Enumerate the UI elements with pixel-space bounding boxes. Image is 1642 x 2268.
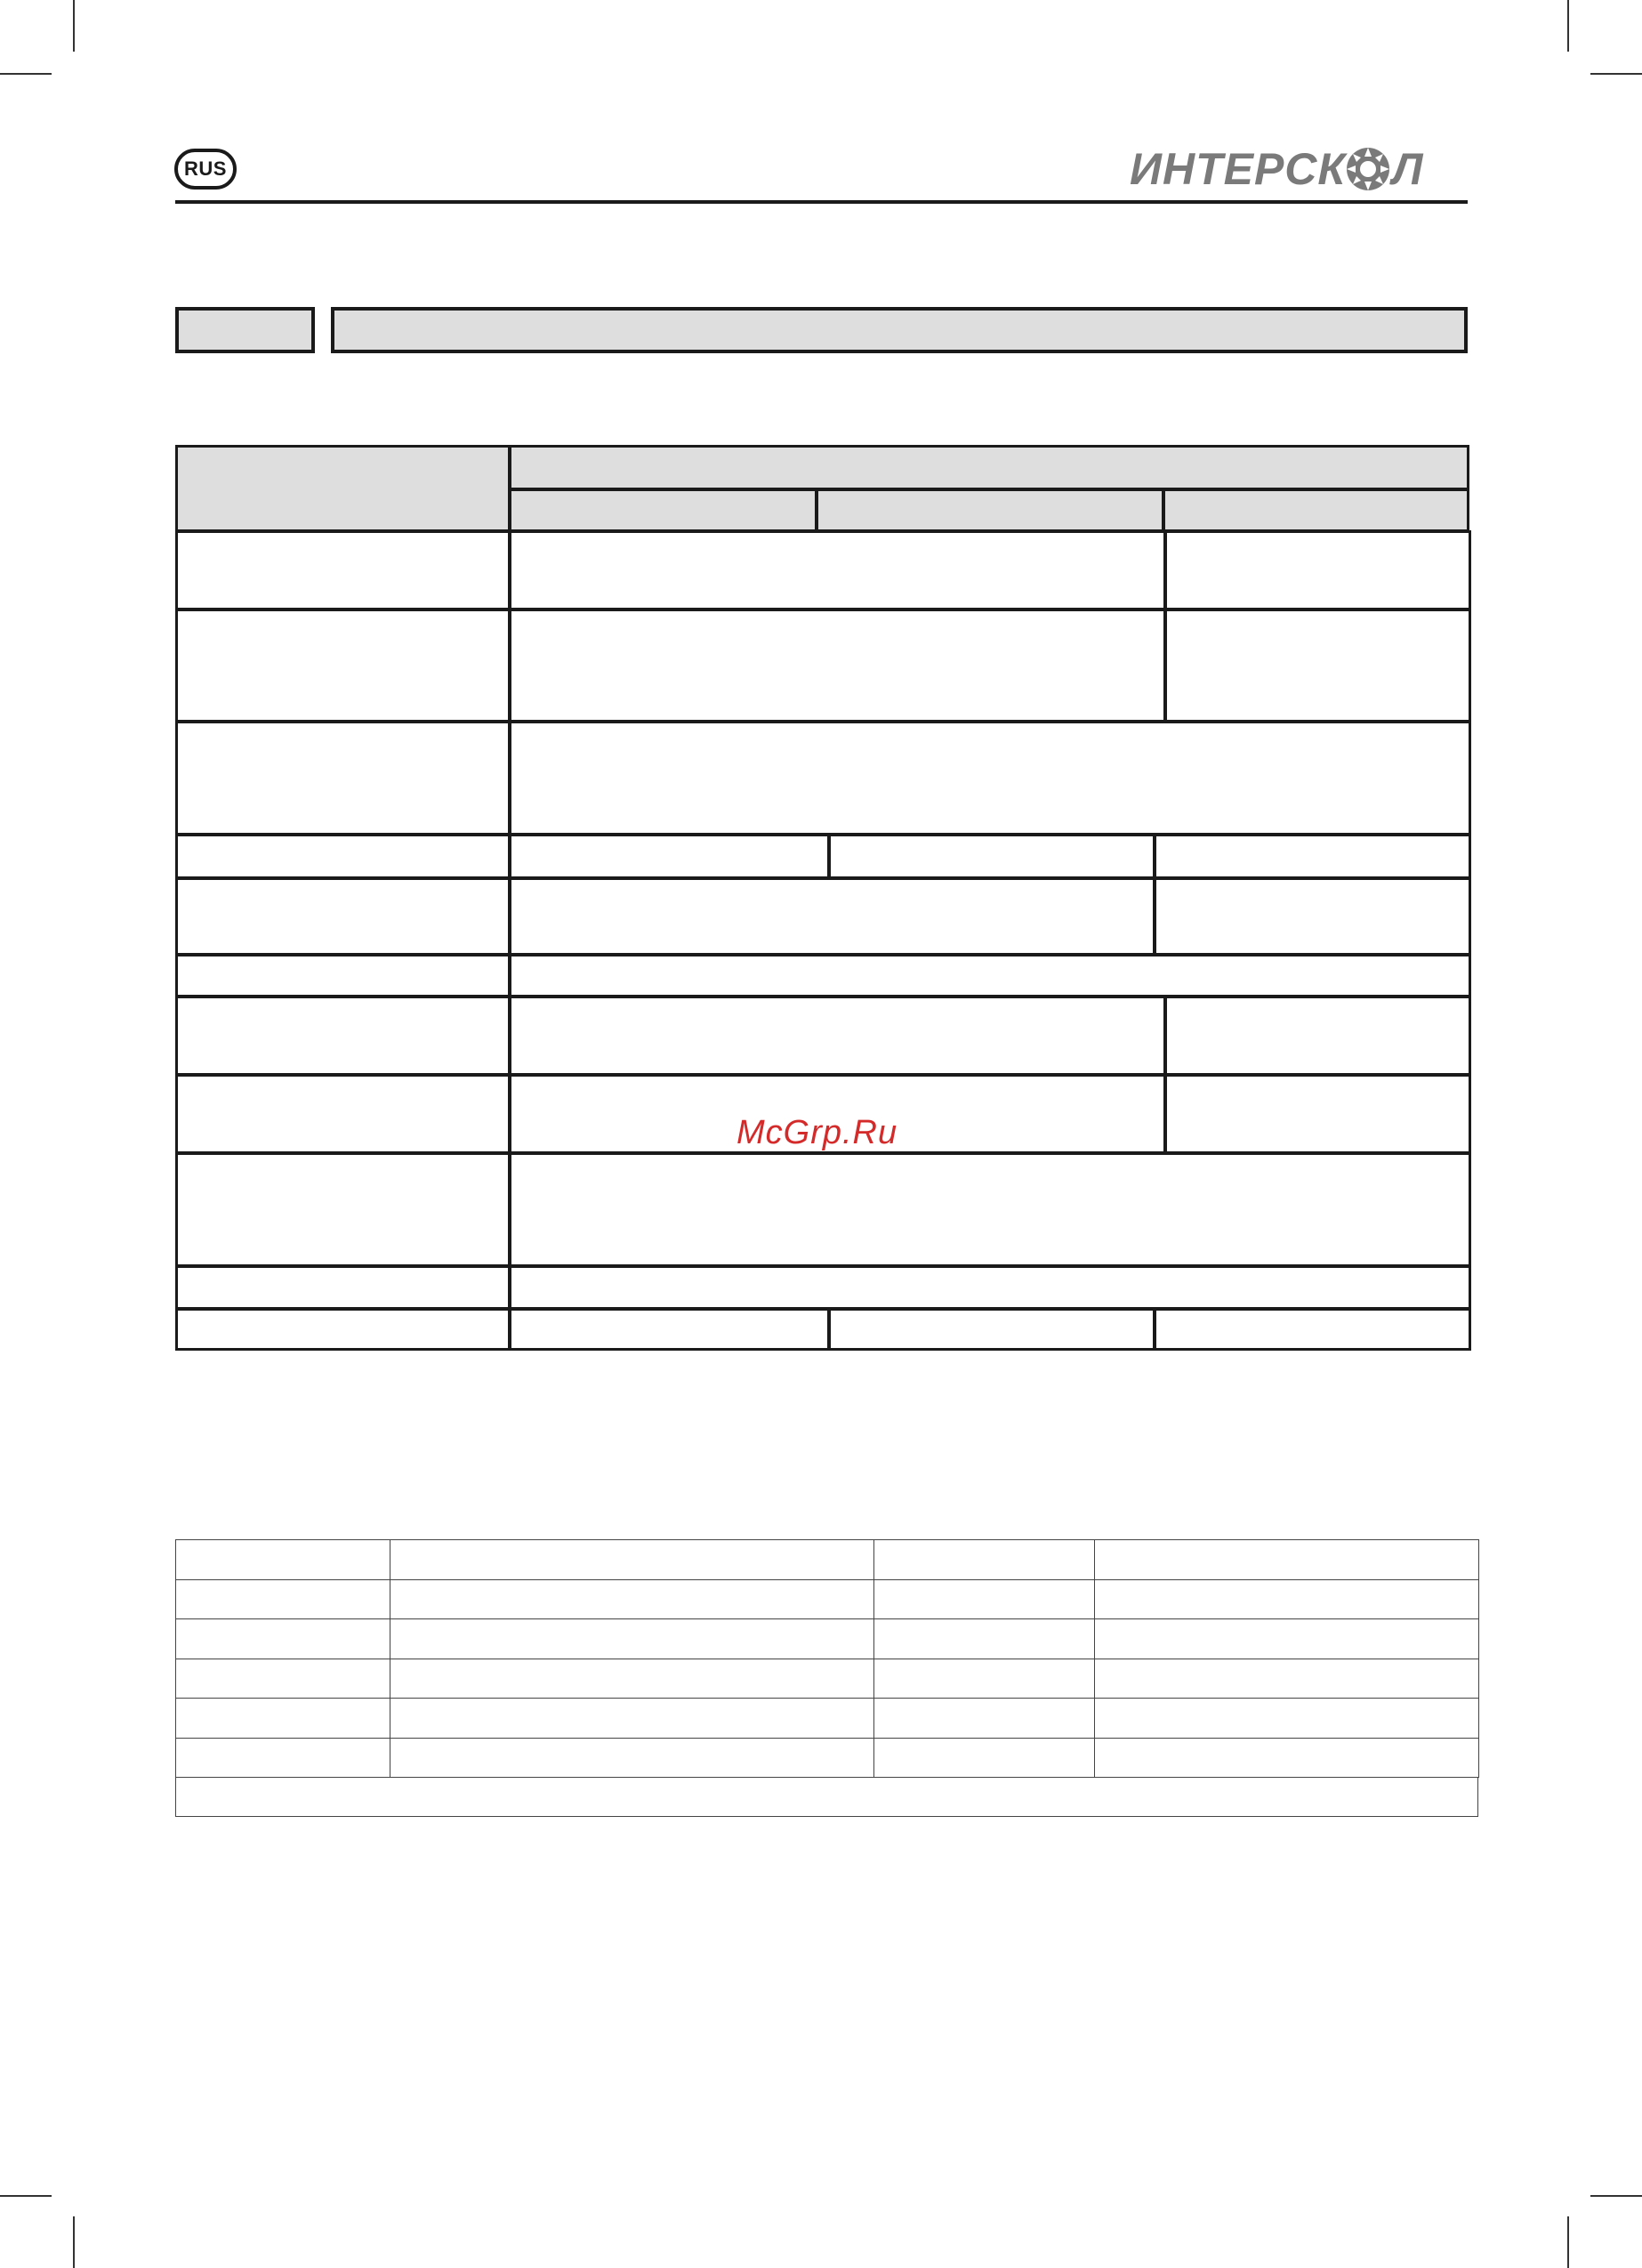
table-cell (1154, 1308, 1471, 1351)
crop-mark (1567, 2216, 1569, 2268)
table-cell (873, 1618, 1095, 1659)
table-cell (873, 1698, 1095, 1739)
brand-logo-text: Л (1392, 144, 1423, 194)
table-cell (175, 1659, 390, 1699)
table-cell (509, 530, 1166, 610)
crop-mark (0, 73, 52, 75)
crop-mark (1590, 73, 1642, 75)
crop-mark (73, 2216, 75, 2268)
section-number (175, 307, 315, 353)
table-cell (1164, 1074, 1471, 1154)
table-cell (509, 1152, 1471, 1267)
section-title (331, 307, 1468, 353)
table-cell (175, 1074, 511, 1154)
table-cell (390, 1579, 874, 1620)
table-cell (1094, 1738, 1479, 1779)
crop-mark (73, 0, 75, 52)
table-cell (175, 609, 511, 722)
table-header-cell (509, 445, 1469, 490)
brand-logo-text: ИНТЕРСК (1130, 144, 1347, 194)
table-cell (390, 1618, 874, 1659)
table-cell (390, 1698, 874, 1739)
table-cell (1094, 1698, 1479, 1739)
table-cell (175, 721, 511, 835)
table-cell (873, 1539, 1095, 1580)
table-cell (175, 1698, 390, 1739)
saw-blade-icon (1344, 145, 1392, 193)
table-cell (828, 1308, 1155, 1351)
crop-mark (1567, 0, 1569, 52)
table-cell (873, 1659, 1095, 1699)
table-cell (175, 1308, 511, 1351)
table-cell (1094, 1659, 1479, 1699)
table-cell (175, 1618, 390, 1659)
table-header-cell (175, 445, 511, 532)
table-cell (175, 1152, 511, 1267)
table-cell (175, 1579, 390, 1620)
table-cell (1094, 1539, 1479, 1580)
table-cell (509, 834, 830, 879)
table-cell (509, 877, 1155, 956)
table-cell (175, 1777, 1478, 1817)
table-cell (175, 834, 511, 879)
language-badge: RUS (174, 149, 237, 190)
table-header-cell (1163, 488, 1469, 532)
watermark: McGrp.Ru (736, 1114, 898, 1151)
table-cell (390, 1539, 874, 1580)
crop-mark (0, 2195, 52, 2197)
table-cell (873, 1579, 1095, 1620)
brand-logo (1130, 141, 1468, 198)
table-cell (390, 1738, 874, 1779)
table-cell (1164, 530, 1471, 610)
table-cell (175, 530, 511, 610)
crop-mark (1590, 2195, 1642, 2197)
table-cell (873, 1738, 1095, 1779)
table-cell (175, 1265, 511, 1310)
table-header-cell (816, 488, 1164, 532)
table-cell (175, 996, 511, 1076)
table-cell (390, 1659, 874, 1699)
table-cell (175, 954, 511, 997)
table-cell (175, 1738, 390, 1779)
table-cell (1154, 834, 1471, 879)
table-cell (1164, 609, 1471, 722)
table-cell (828, 834, 1155, 879)
table-header-cell (509, 488, 817, 532)
table-cell (509, 1308, 830, 1351)
table-cell (509, 609, 1166, 722)
table-cell (509, 954, 1471, 997)
table-cell (1154, 877, 1471, 956)
table-cell (1094, 1579, 1479, 1620)
table-cell (1094, 1618, 1479, 1659)
table-cell (509, 1265, 1471, 1310)
table-cell (509, 996, 1166, 1076)
table-cell (175, 1539, 390, 1580)
table-cell (175, 877, 511, 956)
table-cell (1164, 996, 1471, 1076)
table-cell (509, 721, 1471, 835)
header-rule (175, 200, 1468, 204)
